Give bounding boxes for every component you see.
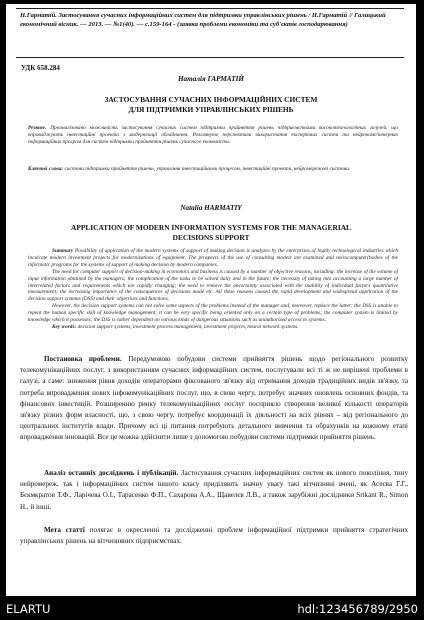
keywords-en-label: Key words: [52, 323, 77, 330]
citation-header [16, 8, 404, 58]
author-en: Natalia HARMATIY [180, 204, 242, 212]
summary-en-label: Summary [52, 248, 74, 254]
keywords-en-text: decision support systems, investment process management, investment projects, neural network systems. [77, 323, 299, 330]
abstract-ua-label: Резюме. [28, 125, 47, 131]
problem-label: Постановка проблеми. [44, 355, 122, 363]
abstract-ua-text: Проаналізовано можливість застосування сучасних систем підтримки прийняття рішень підприємствами високотехнологічних галузей, що впроваджують інвестиційні проекти з модернізації обладнання. Розглянуто перспективи використання експертних систем та нейрокомп'ютерних інформаційних програм для систем підтримки прийняття рішень сучасного економіста. [28, 125, 398, 145]
keywords-ua [28, 166, 398, 173]
title-ua [20, 95, 402, 114]
author-ua: Наталія ГАРМАТІЙ [177, 75, 245, 83]
goal-label: Мета статті [44, 526, 85, 534]
summary-en-text-1: Possibility of application of the modern systems of support of making decision is analyzes by the enterprises of highly technological industries which inculcate modern investment projects for modernizations of equipment. The prospects of the use of consulting models are examined and neirocomputer(bodies of the informatic programs for the systems of support of making decision by modern companies. [28, 248, 398, 268]
analysis-label: Аналіз останніх досліджень і публікацій. [44, 469, 179, 477]
document-page [6, 4, 416, 596]
keywords-en [28, 324, 398, 331]
summary-en [28, 248, 398, 331]
summary-en-para-1 [28, 248, 398, 269]
summary-en-para-3: However, the decision support systems can not solve some aspects of the problems instead of the manager and, moreover, replace the latter: the DSS is unable to repeat the human specific skill of knowledge management; it can be very specific being oriented only on a certain type of problems; the computer system is limited by knowledge which it possesses; the DSS is rather dependent on various kinds of dangerous situations such as unauthorized access to systems. [28, 303, 398, 324]
keywords-ua-label: Ключові слова: [28, 166, 64, 172]
summary-en-para-2: The need for computer support of decision-making in economics and business is caused by a number of objective reasons, including: the increase of the volume of input information obtained by the managers; the complication of the tasks to be solved daily and in the future; the necessity of taking into accounting a large number of interrelated factors and requirements which are rapidly changing; the need to remove the uncertainty associated with the inability of individual factors quantitative measurement; the increasing importance of the consequences of decisions made etc. All these reasons caused the rapid development and widespread application of the decision support systems (DSS) and their objectives and functions. [28, 268, 398, 303]
analysis-text: Застосування сучасних інформаційних систем як нового покоління, тину нейромереж, так і інформаційних систем іншого класу приділяють значну увагу такі вітчизняні вчені, як Асеєва Г.Г., Бєкмкратов Т.Ф., Ларічева О.І., Тарасенко Ф.П., Сахарова А.А., Щавелєв Л.В., а також зарубіжні дослідники Srikant R., Simon H., й інші. [20, 469, 408, 511]
citation-text: Н.Гарматій. Застосування сучасних інформаційних систем для підтримки управлінських рішень / Н.Гарматій // Галицький економічний вісник. — 2013. — №1(40). — с.159-164 - (заявка проблеми економіки та суб'єктів господарювання) [20, 12, 386, 28]
goal-text: полягає в окресленні та дослідженні проблем інформаційної підтримки прийняття стратегічних управлінських рішень на вітчизняних підприємствах. [20, 526, 408, 546]
title-ua-line-1: ЗАСТОСУВАННЯ СУЧАСНИХ ІНФОРМАЦІЙНИХ СИСТЕМ [104, 95, 318, 104]
udk-code: УДК 658.284 [21, 64, 60, 72]
repository-name: ELARTU [6, 602, 51, 616]
repository-footer [0, 598, 424, 620]
title-en-line-2: DECISIONS SUPPORT [172, 232, 250, 242]
problem-text: Передумовою побудови системи прийняття рішень щодо регіонального розвитку телекомунікаційних послуг, з використанням сучасних інформаційних систем, послугували всі ті ж не вирішені проблеми в галузі, а саме: зниження рівня доходів операторами фіксованого зв'язку від отримання доходів традиційних видів зв'язку, та потреба впровадження нових інфокомунікаційних послуг, що, в свою чергу, потребує значних оновлень основних фондів, та фінансових інвестицій. Розширенню ринку телекомунікаційних послуг посприяло створення великої кількості операторів зв'язку різних форм власності, що, з свою чергу, потребує координації їх діяльності на всіх рівнях – від регіонального до центральних інститутів влади. Причому всі ці питання потребують детального вивчення та обрахунків на кожному етапі впровадження інновацій. Все це можна здійснити лише з допомогою побудови системи підтримки прийняття рішень. [20, 355, 408, 442]
title-en-line-1: APPLICATION OF MODERN INFORMATION SYSTEMS FOR THE MANAGERIAL [71, 223, 351, 232]
body-paragraph-goal [20, 525, 408, 547]
keywords-ua-text: системи підтримки прийняття рішень, управління інвестиційними процесом, інвестиційні проекти, нейромережеві системи. [64, 166, 351, 172]
title-ua-line-2: ДЛЯ ПІДТРИМКИ УПРАВЛІНСЬКИХ РІШЕНЬ [128, 104, 294, 114]
body-paragraph-analysis [20, 468, 408, 513]
body-paragraph-problem [20, 354, 408, 444]
handle-id: hdl:123456789/2950 [297, 602, 418, 616]
abstract-ua [28, 125, 398, 146]
title-en [20, 223, 402, 242]
